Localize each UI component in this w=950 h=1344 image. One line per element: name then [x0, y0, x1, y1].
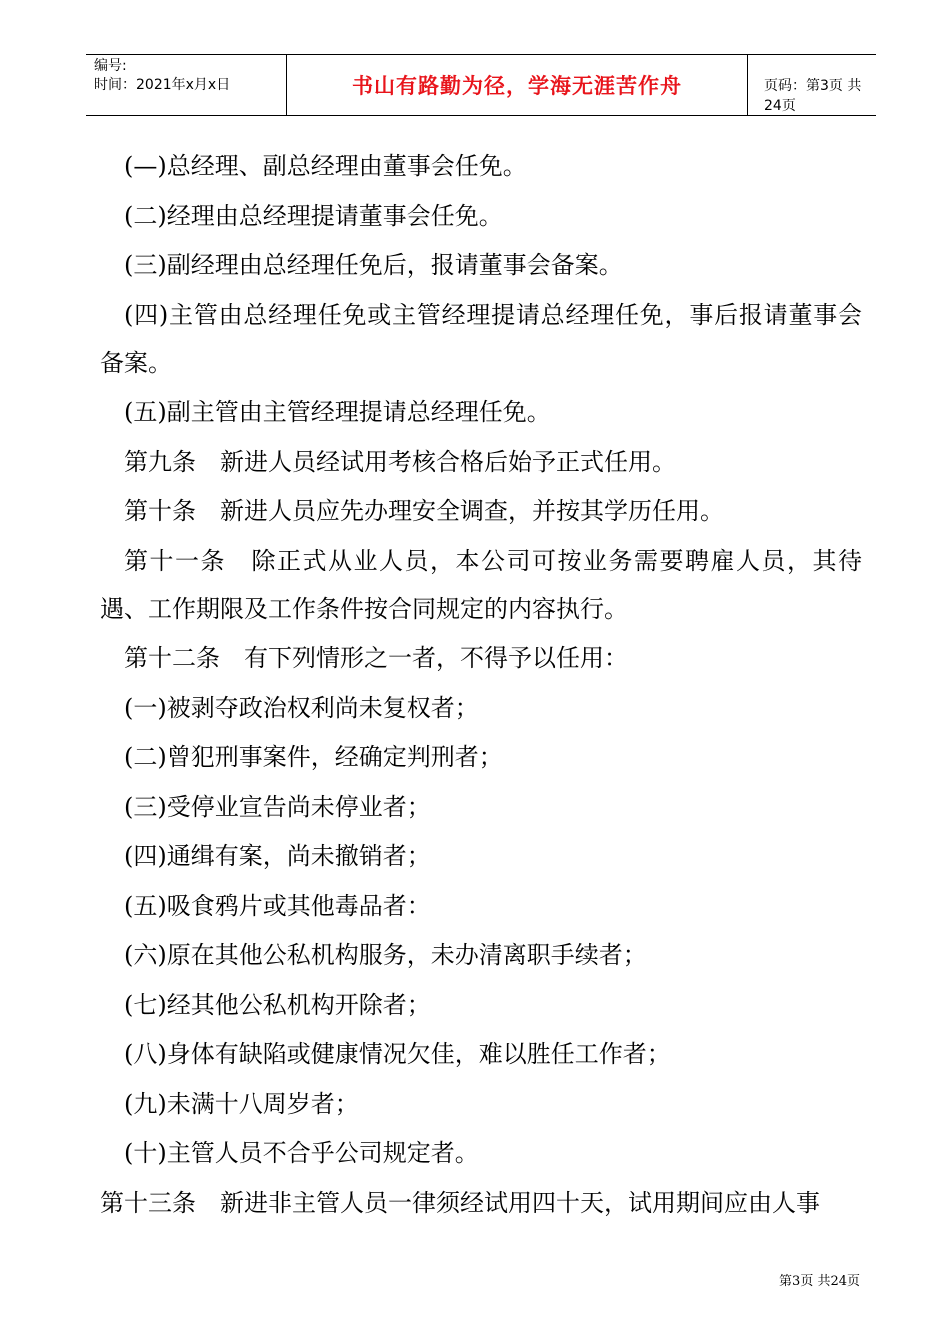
document-body	[100, 142, 862, 1228]
header-motto: 书山有路勤为径，学海无涯苦作舟	[286, 55, 748, 115]
article-11: 第十一条 除正式从业人员，本公司可按业务需要聘雇人员，其待遇、工作期限及工作条件按合同规定的内容执行。	[100, 546, 862, 623]
article-10: 第十条 新进人员应先办理安全调查，并按其学历任用。	[124, 497, 724, 525]
list-item: (四)通缉有案，尚未撤销者；	[124, 842, 431, 870]
header-page-label: 页码：第3页 共24页	[764, 78, 862, 114]
list-item: (九)未满十八周岁者；	[124, 1089, 359, 1118]
paragraph: (二)经理由总经理提请董事会任免。	[124, 201, 503, 230]
list-item: (七)经其他公私机构开除者；	[124, 990, 431, 1019]
document-number-label: 编号:	[94, 58, 127, 74]
header-meta	[94, 57, 230, 95]
list-item: (六)原在其他公私机构服务，未办清离职手续者；	[124, 941, 647, 969]
paragraph: (四)主管由总经理任免或主管经理提请总经理任免，事后报请董事会备案。	[100, 300, 862, 377]
article-13: 第十三条 新进非主管人员一律须经试用四十天，试用期间应由人事	[100, 1188, 820, 1217]
document-time-label: 时间：2021年x月x日	[94, 77, 231, 93]
article-12: 第十二条 有下列情形之一者，不得予以任用：	[124, 644, 628, 672]
paragraph: (—)总经理、副总经理由董事会任免。	[124, 152, 527, 180]
list-item: (十)主管人员不合乎公司规定者。	[124, 1139, 479, 1167]
page-header	[86, 54, 876, 116]
list-item: (二)曾犯刑事案件，经确定判刑者；	[124, 743, 503, 771]
list-item: (八)身体有缺陷或健康情况欠佳，难以胜任工作者；	[124, 1040, 671, 1068]
page-footer: 第3页 共24页	[779, 1274, 860, 1289]
list-item: (一)被剥夺政治权利尚未复权者；	[124, 693, 479, 722]
article-9: 第九条 新进人员经试用考核合格后始予正式任用。	[124, 447, 676, 476]
paragraph: (三)副经理由总经理任免后，报请董事会备案。	[124, 251, 623, 279]
list-item: (五)吸食鸦片或其他毒品者：	[124, 891, 431, 920]
paragraph: (五)副主管由主管经理提请总经理任免。	[124, 398, 551, 426]
list-item: (三)受停业宣告尚未停业者；	[124, 792, 431, 821]
